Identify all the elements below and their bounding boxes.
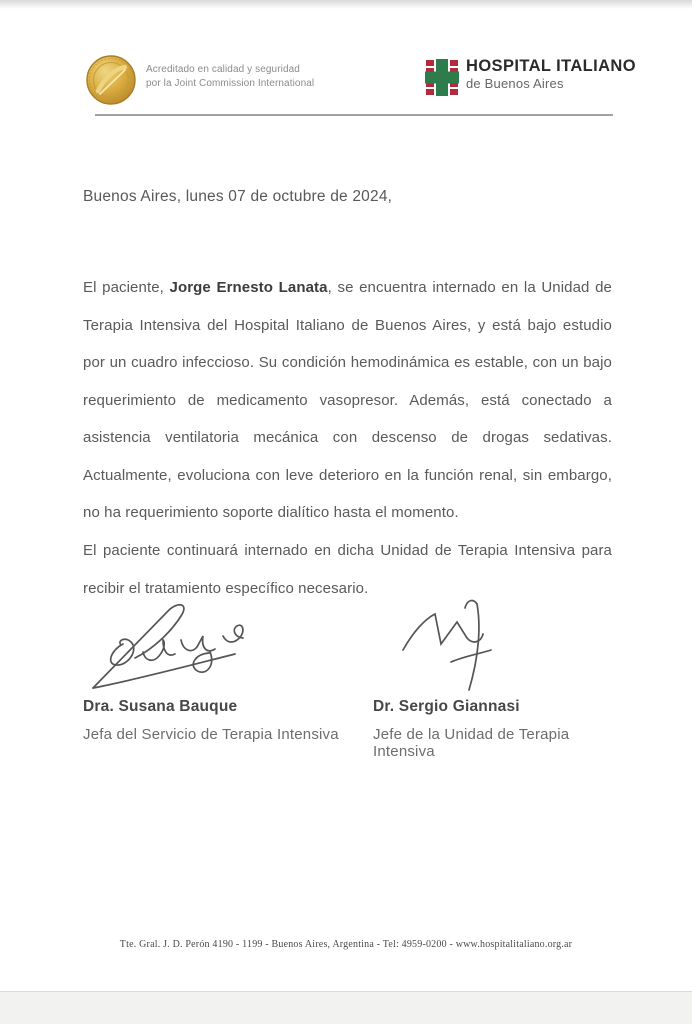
- jci-gold-medal-icon: [85, 54, 137, 106]
- accreditation-text: [146, 63, 346, 90]
- signature-left: [83, 592, 373, 760]
- signature-right: [373, 592, 613, 760]
- hospital-subtitle: de Buenos Aires: [466, 76, 564, 91]
- paragraph-clinical-status: [83, 269, 612, 532]
- signer-title: Jefa del Servicio de Terapia Intensiva: [83, 726, 339, 743]
- hospital-cross-icon: [425, 59, 459, 96]
- date-line: Buenos Aires, lunes 07 de octubre de 2024,: [83, 188, 393, 205]
- scan-edge-bottom: [0, 991, 692, 1024]
- hospital-logo: [425, 57, 636, 96]
- accreditation-line1: Acreditado en calidad y seguridad: [146, 64, 300, 75]
- signature-block: [83, 592, 613, 760]
- handwritten-signature-bauque-icon: [83, 592, 373, 692]
- handwritten-signature-giannasi-icon: [373, 592, 613, 692]
- header-divider: [95, 114, 613, 116]
- signer-name: Dra. Susana Bauque: [83, 698, 238, 715]
- accreditation-line2: por la Joint Commission International: [146, 77, 315, 89]
- paragraph1-body: , se encuentra internado en la Unidad de Terapia Intensiva del Hospital Italiano de Buenos Aires, y está bajo estudio por un cuadro infeccioso. Su condición hemodinámica es estable, con un bajo requerimiento de medicamento vasopresor. Además, está conectado a asistencia ventilatoria mecánica con descenso de drogas sedativas. Actualmente, evoluciona con leve deterioro en la función renal, sin embargo, no ha requerimiento soporte dialítico hasta el momento.: [83, 279, 612, 521]
- paragraph-plan: El paciente continuará internado en dicha Unidad de Terapia Intensiva para recibir el tratamiento específico necesario.: [83, 542, 612, 597]
- signer-name: Dr. Sergio Giannasi: [373, 698, 520, 715]
- footer-address: Tte. Gral. J. D. Perón 4190 - 1199 - Buenos Aires, Argentina - Tel: 4959-0200 - www.hospitalitaliano.org.ar: [119, 939, 573, 950]
- paragraph1-prefix: El paciente,: [83, 279, 170, 296]
- scan-edge-top: [0, 0, 692, 9]
- signer-title: Jefe de la Unidad de Terapia Intensiva: [373, 726, 570, 760]
- patient-name: Jorge Ernesto Lanata: [169, 279, 328, 296]
- hospital-name: HOSPITAL ITALIANO: [466, 57, 636, 75]
